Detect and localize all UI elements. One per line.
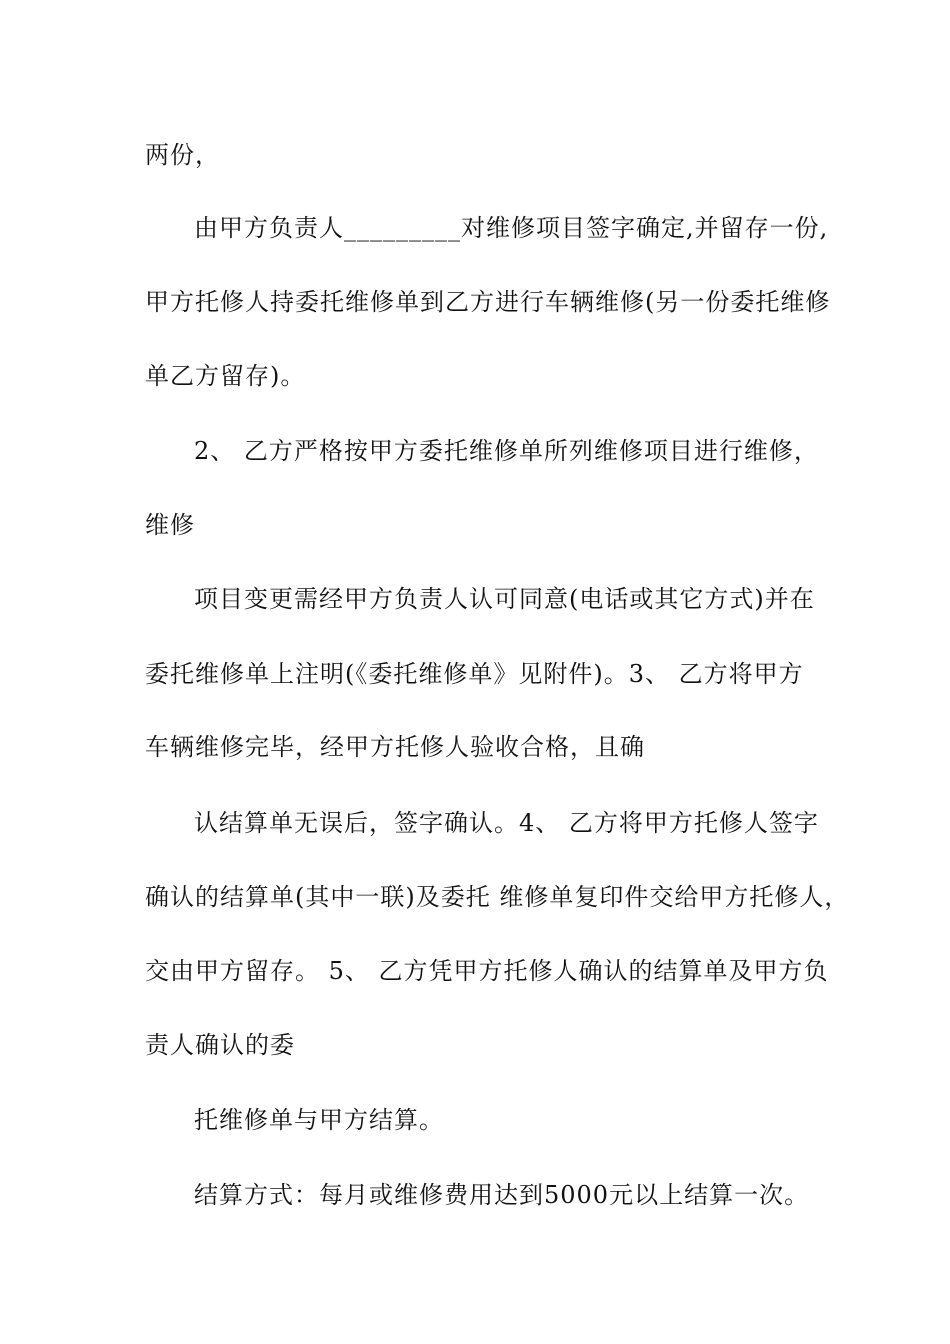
- text-line: 两份，: [145, 141, 220, 169]
- text-line: 委托维修单上注明(《委托维修单》见附件)。3、 乙方将甲方: [145, 660, 804, 688]
- text-line: 结算方式：每月或维修费用达到5000元以上结算一次。: [194, 1181, 810, 1209]
- text-line: 甲方托修人持委托维修单到乙方进行车辆维修(另一份委托维修: [145, 288, 831, 316]
- text-line: 由甲方负责人_________对维修项目签字确定,并留存一份,: [194, 214, 829, 242]
- text-line: 托维修单与甲方结算。: [194, 1106, 444, 1134]
- text-line: 2、 乙方严格按甲方委托维修单所列维修项目进行维修，: [194, 437, 819, 465]
- text-line: 项目变更需经甲方负责人认可同意(电话或其它方式)并在: [194, 585, 815, 613]
- text-line: 确认的结算单(其中一联)及委托 维修单复印件交给甲方托修人，: [145, 883, 850, 911]
- text-line: 单乙方留存)。: [145, 362, 306, 390]
- text-line: 责人确认的委: [145, 1031, 295, 1059]
- text-line: 维修: [145, 511, 195, 539]
- text-line: 车辆维修完毕，经甲方托修人验收合格，且确: [145, 733, 645, 761]
- text-line: 交由甲方留存。 5、 乙方凭甲方托修人确认的结算单及甲方负: [145, 957, 829, 985]
- text-line: 认结算单无误后，签字确认。4、 乙方将甲方托修人签字: [194, 809, 819, 837]
